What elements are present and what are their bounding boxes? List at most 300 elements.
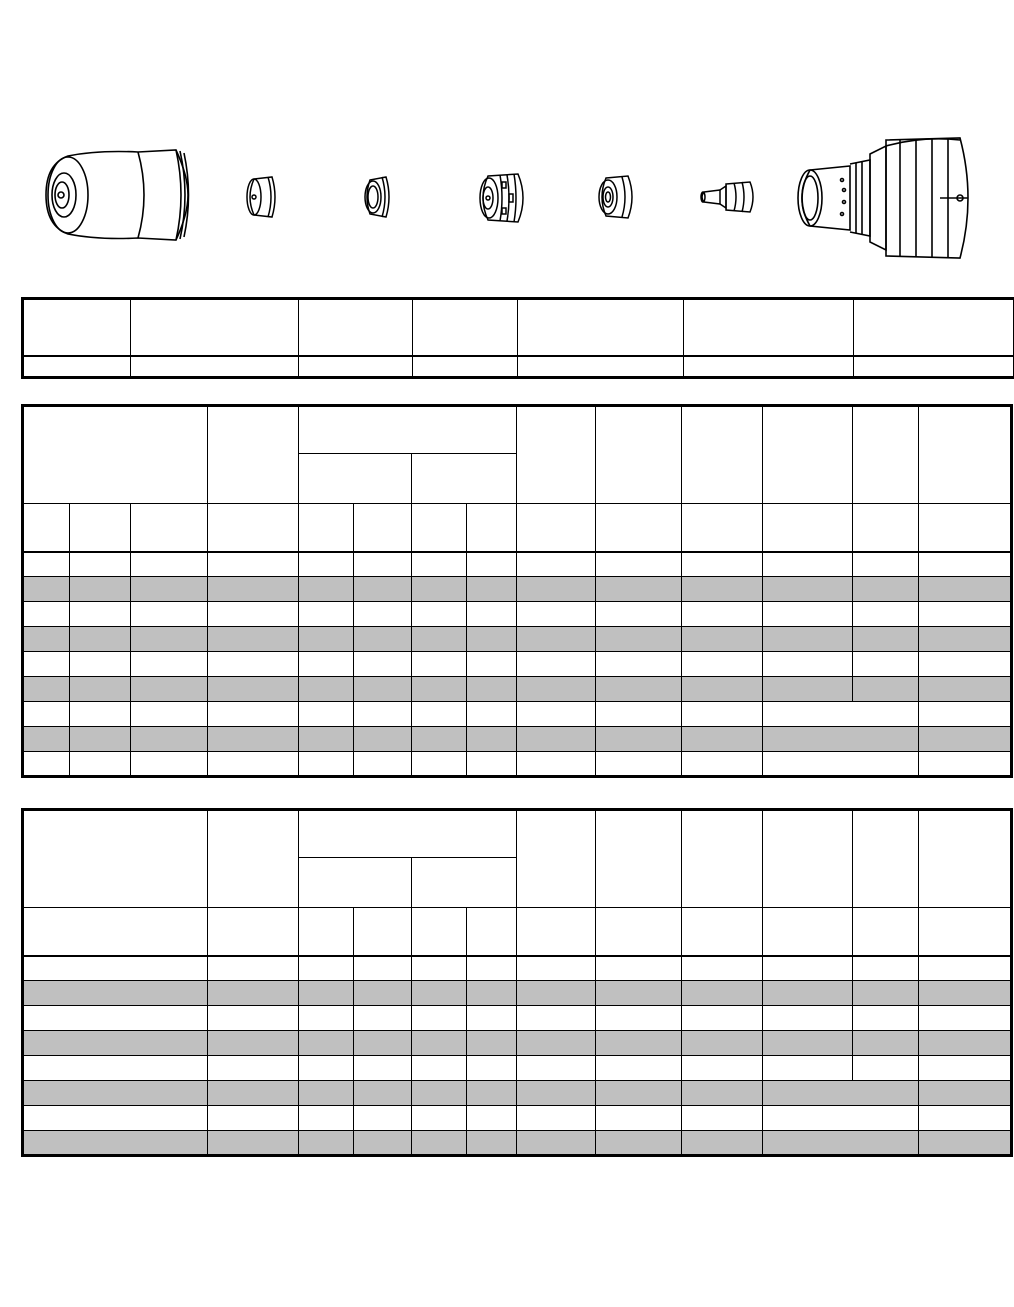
table-cell [853,602,919,627]
table-cell [299,1056,354,1081]
units-cell [70,504,131,552]
table-cell [299,752,354,777]
table-cell [70,577,131,602]
table-cell [208,956,299,981]
header-cell [413,299,518,356]
table-cell [467,956,517,981]
table-cell [763,1106,919,1131]
table-cell [412,627,467,652]
table-cell [467,727,517,752]
table-cell [682,727,763,752]
table-cell [467,552,517,577]
table-cell [763,1006,853,1031]
table-cell [299,1081,354,1106]
table-cell [354,1056,412,1081]
part-number-cell [684,356,854,378]
header-cell [682,810,763,908]
table-cell [354,1106,412,1131]
header-cell [684,299,854,356]
table-cell [682,908,763,956]
shield-icon [244,175,280,219]
table-cell [919,602,1012,627]
table-cell [299,652,354,677]
table-cell [919,1031,1012,1056]
table-cell [919,981,1012,1006]
table-cell [517,652,596,677]
table-row [23,577,1012,602]
table-row [23,1056,1012,1081]
table-cell [299,602,354,627]
table-cell [596,752,682,777]
table-cell [23,981,208,1006]
table-row [23,1131,1012,1156]
header-cell [763,406,853,504]
table-cell [412,602,467,627]
header-cell [208,810,299,908]
table-cell [517,677,596,702]
table-cell [354,702,412,727]
torch-body-icon [790,136,976,260]
table-cell [354,956,412,981]
table-row [23,1081,1012,1106]
table-cell [763,627,853,652]
table-cell [23,702,70,727]
units-cell [467,504,517,552]
cut-chart-table-1 [21,404,1013,778]
table-cell [354,627,412,652]
table-cell [517,1006,596,1031]
table-cell [208,627,299,652]
table-cell [517,602,596,627]
header-cell [299,858,412,908]
table-cell [412,981,467,1006]
table-cell [208,1056,299,1081]
table-cell [23,1131,208,1156]
table-cell [354,677,412,702]
table-cell [70,677,131,702]
swirl-ring-icon [474,170,530,226]
table-cell [763,702,919,727]
table-cell [919,1106,1012,1131]
table-cell [412,1031,467,1056]
table-cell [467,1006,517,1031]
table-cell [919,1131,1012,1156]
table-row [23,602,1012,627]
table-cell [70,602,131,627]
table-row [23,1006,1012,1031]
header-cell [131,299,299,356]
table-cell [763,956,853,981]
table-cell [596,1031,682,1056]
table-cell [596,1006,682,1031]
table-cell [299,702,354,727]
part-number-cell [413,356,518,378]
table-cell [412,752,467,777]
table-cell [208,577,299,602]
header-cell [208,406,299,504]
table-cell [23,1081,208,1106]
table-row [23,752,1012,777]
header-cell [596,810,682,908]
table-cell [517,981,596,1006]
table-cell [682,1081,763,1106]
part-number-cell [299,356,413,378]
header-cell [412,454,517,504]
table-cell [23,956,208,981]
table-cell [23,627,70,652]
nozzle-retaining-cap-icon [362,174,394,220]
parts-table [21,297,1014,379]
table-cell [23,677,70,702]
shield-cap-icon [38,146,198,244]
table-cell [517,627,596,652]
table-cell [596,602,682,627]
cut-chart-table-2 [21,808,1013,1157]
table-cell [131,652,208,677]
parts-header-row [23,299,1014,356]
table-cell [763,727,919,752]
units-cell [919,504,1012,552]
table-cell [299,1006,354,1031]
table-cell [682,1106,763,1131]
table-cell [763,908,853,956]
table-cell [299,1031,354,1056]
table-cell [467,908,517,956]
table-cell [412,677,467,702]
table-cell [853,627,919,652]
units-cell [299,504,354,552]
table-cell [763,752,919,777]
units-cell [517,504,596,552]
table-cell [517,727,596,752]
header-cell [919,810,1012,908]
table-cell [467,577,517,602]
table-cell [412,652,467,677]
table-cell [354,1006,412,1031]
header-row [23,810,1012,858]
table-cell [919,752,1012,777]
table-cell [596,627,682,652]
table-cell [354,1131,412,1156]
table-cell [682,1131,763,1156]
table-cell [919,956,1012,981]
table-row [23,727,1012,752]
table-cell [412,956,467,981]
table-cell [208,981,299,1006]
table-cell [131,552,208,577]
table-cell [412,1006,467,1031]
table-cell [23,1006,208,1031]
table-cell [763,652,853,677]
parts-number-row [23,356,1014,378]
table-cell [596,908,682,956]
table-cell [208,677,299,702]
table-cell [467,752,517,777]
table-cell [131,677,208,702]
table-cell [682,981,763,1006]
table-cell [517,956,596,981]
table-cell [299,727,354,752]
table-cell [467,1106,517,1131]
table-cell [208,552,299,577]
table-cell [853,908,919,956]
header-cell [919,406,1012,504]
table-cell [23,652,70,677]
table-cell [208,602,299,627]
units-cell [412,504,467,552]
table-cell [919,1006,1012,1031]
table-cell [299,981,354,1006]
table-cell [23,752,70,777]
table-row [23,702,1012,727]
units-cell [354,504,412,552]
table-cell [354,602,412,627]
table-cell [131,577,208,602]
table-cell [596,727,682,752]
table-cell [517,577,596,602]
header-cell [518,299,684,356]
table-cell [70,752,131,777]
table-cell [517,1056,596,1081]
table-cell [208,702,299,727]
table-cell [596,1106,682,1131]
table-cell [131,752,208,777]
table-cell [354,652,412,677]
table-cell [682,752,763,777]
table-cell [412,1106,467,1131]
table-cell [208,652,299,677]
table-cell [517,702,596,727]
table-cell [467,1056,517,1081]
table-row [23,981,1012,1006]
table-cell [919,577,1012,602]
table-cell [354,577,412,602]
table-cell [853,552,919,577]
table-cell [763,981,853,1006]
table-cell [467,1131,517,1156]
table-cell [412,908,467,956]
table-cell [596,702,682,727]
table-cell [299,627,354,652]
table-cell [23,577,70,602]
header-cell [517,810,596,908]
units-cell [853,504,919,552]
units-cell [131,504,208,552]
table-cell [23,727,70,752]
table-cell [763,1081,919,1106]
header-cell [299,299,413,356]
header-cell [23,299,131,356]
table-cell [412,1056,467,1081]
table-cell [763,1131,919,1156]
table-cell [299,908,354,956]
table-cell [70,627,131,652]
table-cell [853,1031,919,1056]
table-cell [682,577,763,602]
table-cell [412,1081,467,1106]
table-cell [853,652,919,677]
table-cell [208,1006,299,1031]
table-cell [596,677,682,702]
header-cell [763,810,853,908]
table-cell [208,1081,299,1106]
table-cell [919,652,1012,677]
table-cell [596,1131,682,1156]
table-row [23,677,1012,702]
header-cell [412,858,517,908]
table-cell [23,908,208,956]
table-cell [682,652,763,677]
table-cell [131,602,208,627]
table-cell [354,1031,412,1056]
table-cell [208,908,299,956]
table-cell [682,1031,763,1056]
table-cell [853,1006,919,1031]
table-cell [596,652,682,677]
header-cell [299,454,412,504]
table-cell [299,552,354,577]
table-cell [517,1031,596,1056]
table-cell [596,577,682,602]
table-cell [517,1106,596,1131]
table-cell [853,956,919,981]
table-cell [131,627,208,652]
units-row [23,908,1012,956]
table-cell [299,1106,354,1131]
table-cell [919,677,1012,702]
table-cell [70,552,131,577]
table-cell [517,1131,596,1156]
table-cell [23,552,70,577]
units-cell [763,504,853,552]
table-row [23,627,1012,652]
table-cell [763,552,853,577]
table-cell [763,677,853,702]
table-cell [208,752,299,777]
table-cell [596,1056,682,1081]
table-cell [682,627,763,652]
table-cell [682,1056,763,1081]
table-cell [682,702,763,727]
table-row [23,1106,1012,1131]
table-cell [682,677,763,702]
header-cell [682,406,763,504]
table-cell [412,727,467,752]
table-cell [354,752,412,777]
table-cell [919,908,1012,956]
table-cell [467,1031,517,1056]
header-cell [853,810,919,908]
table-cell [412,552,467,577]
table-cell [208,1131,299,1156]
header-cell [299,810,517,858]
header-cell [853,406,919,504]
table-cell [517,1081,596,1106]
header-cell [299,406,517,454]
table-cell [208,1031,299,1056]
part-number-cell [518,356,684,378]
table-cell [299,677,354,702]
table-cell [131,702,208,727]
consumable-parts-row [0,130,1014,260]
header-cell [854,299,1014,356]
nozzle-icon [596,174,636,220]
electrode-icon [698,180,758,214]
table-cell [682,552,763,577]
table-cell [853,1056,919,1081]
table-cell [853,577,919,602]
table-cell [467,702,517,727]
table-cell [208,727,299,752]
table-cell [517,908,596,956]
units-cell [682,504,763,552]
header-cell [517,406,596,504]
table-cell [23,1056,208,1081]
table-row [23,652,1012,677]
table-cell [70,727,131,752]
table-row [23,956,1012,981]
table-cell [23,1106,208,1131]
table-cell [596,981,682,1006]
table-cell [467,981,517,1006]
table-cell [763,1056,853,1081]
table-cell [596,552,682,577]
table-cell [354,981,412,1006]
table-cell [919,702,1012,727]
table-cell [354,908,412,956]
table-cell [354,727,412,752]
table-cell [299,956,354,981]
part-number-cell [131,356,299,378]
table-cell [412,702,467,727]
units-row [23,504,1012,552]
table-cell [682,956,763,981]
table-row [23,552,1012,577]
table-cell [919,1056,1012,1081]
units-cell [596,504,682,552]
table-cell [412,1131,467,1156]
table-cell [919,727,1012,752]
table-cell [467,677,517,702]
table-cell [919,627,1012,652]
part-number-cell [854,356,1014,378]
table-cell [596,956,682,981]
units-cell [23,504,70,552]
table-cell [467,627,517,652]
part-number-cell [23,356,131,378]
table-cell [517,552,596,577]
table-row [23,1031,1012,1056]
table-cell [682,602,763,627]
table-cell [23,1031,208,1056]
table-cell [299,577,354,602]
table-cell [763,602,853,627]
table-cell [299,1131,354,1156]
table-cell [354,552,412,577]
table-cell [467,1081,517,1106]
table-cell [354,1081,412,1106]
header-cell [596,406,682,504]
table-cell [467,602,517,627]
table-cell [131,727,208,752]
table-cell [853,981,919,1006]
table-cell [763,577,853,602]
table-cell [23,602,70,627]
table-cell [208,1106,299,1131]
table-cell [70,702,131,727]
table-cell [467,652,517,677]
table-cell [596,1081,682,1106]
